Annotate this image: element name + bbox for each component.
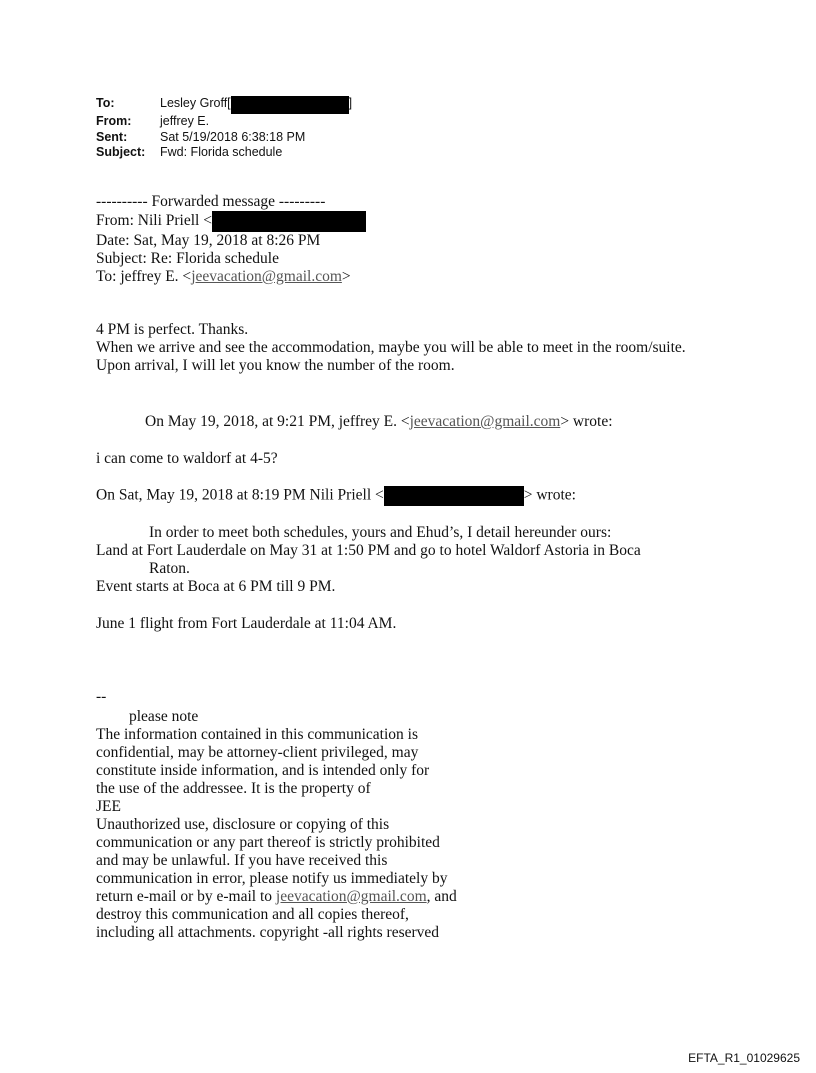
to-close: ]: [348, 96, 353, 110]
disclaimer-line: confidential, may be attorney-client privileged, may: [96, 744, 419, 761]
forward-date: Date: Sat, May 19, 2018 at 8:26 PM: [96, 232, 321, 249]
signature-dashes: --: [96, 688, 107, 705]
quote2-suffix: > wrote:: [523, 486, 576, 504]
signature-disclaimer: [96, 726, 457, 942]
quote2-attribution: [96, 486, 576, 506]
reply-line: When we arrive and see the accommodation, maybe you will be able to meet in the room/suite.: [96, 339, 686, 356]
subject-label: Subject:: [96, 145, 146, 159]
header-sent-row: [96, 130, 352, 146]
forward-from: [96, 211, 366, 232]
disclaimer-line: and may be unlawful. If you have received this: [96, 852, 388, 869]
quote1-attribution: [145, 413, 613, 431]
disclaimer-text: return e-mail or by e-mail to: [96, 888, 276, 905]
to-value: Lesley Groff[: [160, 96, 231, 110]
from-value: jeffrey E.: [160, 114, 210, 128]
quote2-prefix: On Sat, May 19, 2018 at 8:19 PM Nili Priell <: [96, 486, 384, 504]
disclaimer-line: [96, 888, 457, 906]
quote2-line: In order to meet both schedules, yours and Ehud’s, I detail hereunder ours:: [149, 524, 612, 541]
quote1-suffix: > wrote:: [560, 413, 613, 430]
quote1-body: i can come to waldorf at 4-5?: [96, 450, 278, 467]
subject-value: Fwd: Florida schedule: [160, 145, 283, 159]
sent-value: Sat 5/19/2018 6:38:18 PM: [160, 129, 306, 144]
email-link[interactable]: jeevacation@gmail.com: [275, 888, 427, 905]
email-link[interactable]: jeevacation@gmail.com: [191, 268, 342, 285]
redaction-box: [212, 211, 366, 232]
disclaimer-text: , and: [426, 888, 457, 905]
header-from-row: [96, 114, 352, 130]
forwarded-block: [96, 193, 366, 286]
forward-to-suffix: >: [341, 268, 351, 285]
redaction-box: [231, 96, 349, 114]
disclaimer-line: including all attachments. copyright -all rights reserved: [96, 924, 440, 941]
signature-note: please note: [129, 708, 199, 725]
forward-from-text: From: Nili Priell <: [96, 212, 212, 230]
quote2-line: Event starts at Boca at 6 PM till 9 PM.: [96, 578, 336, 595]
forward-banner: ---------- Forwarded message ---------: [96, 193, 326, 210]
disclaimer-line: the use of the addressee. It is the property of: [96, 780, 371, 797]
forward-subject: Subject: Re: Florida schedule: [96, 250, 279, 267]
email-link[interactable]: jeevacation@gmail.com: [409, 413, 561, 430]
disclaimer-line: communication in error, please notify us immediately by: [96, 870, 448, 887]
disclaimer-line: destroy this communication and all copies thereof,: [96, 906, 409, 923]
disclaimer-line: The information contained in this communication is: [96, 726, 418, 743]
quote2-line: June 1 flight from Fort Lauderdale at 11:04 AM.: [96, 615, 397, 632]
disclaimer-line: JEE: [96, 798, 121, 815]
reply-body: [96, 321, 686, 375]
quote2-line: Land at Fort Lauderdale on May 31 at 1:50 PM and go to hotel Waldorf Astoria in Boca: [96, 542, 641, 559]
reply-line: Upon arrival, I will let you know the number of the room.: [96, 357, 455, 374]
quote1-prefix: On May 19, 2018, at 9:21 PM, jeffrey E. <: [145, 413, 410, 430]
disclaimer-line: Unauthorized use, disclosure or copying of this: [96, 816, 390, 833]
email-header: [96, 96, 352, 161]
forward-to: [96, 268, 366, 286]
header-to-row: [96, 96, 352, 114]
quote2-line: Raton.: [149, 560, 190, 577]
disclaimer-line: communication or any part thereof is strictly prohibited: [96, 834, 440, 851]
to-label: To:: [96, 96, 115, 110]
document-id: EFTA_R1_01029625: [688, 1051, 800, 1065]
header-subject-row: [96, 145, 352, 161]
forward-to-text: To: jeffrey E. <: [96, 268, 192, 285]
disclaimer-line: constitute inside information, and is intended only for: [96, 762, 430, 779]
sent-label: Sent:: [96, 129, 128, 144]
redaction-box: [384, 486, 524, 506]
from-label: From:: [96, 114, 132, 128]
reply-line: 4 PM is perfect. Thanks.: [96, 321, 249, 338]
